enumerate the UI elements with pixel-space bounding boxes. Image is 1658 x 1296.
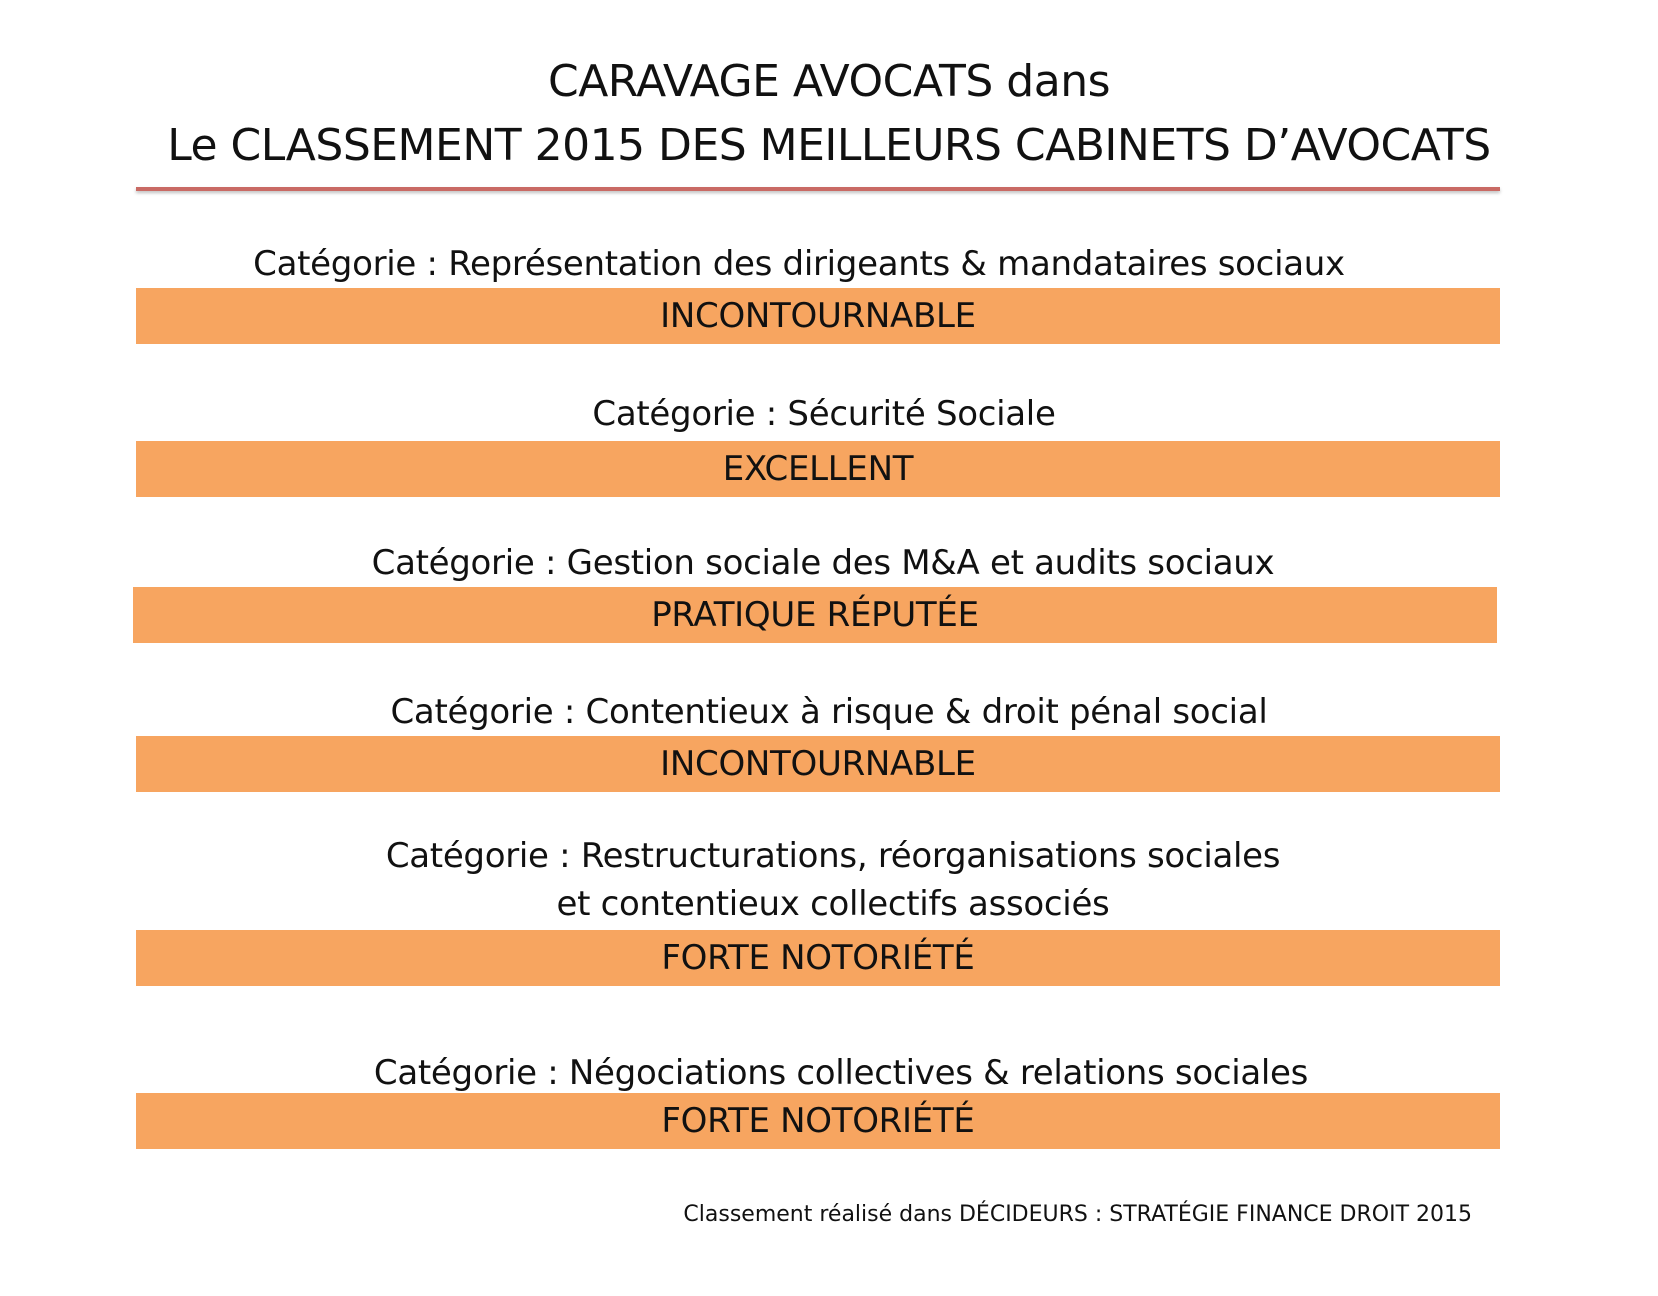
rating-text-gestion-sociale: PRATIQUE RÉPUTÉE [651,595,979,635]
rating-band-restructurations [136,930,1500,986]
rating-band-negociations [136,1093,1500,1149]
title-underline-divider [136,187,1500,191]
rating-text-negociations: FORTE NOTORIÉTÉ [661,1101,975,1141]
category-label-restructurations-line-2: et contentieux collectifs associés [556,884,1110,924]
page-title-line-2: Le CLASSEMENT 2015 DES MEILLEURS CABINETS D’AVOCATS [167,120,1491,171]
rating-text-restructurations: FORTE NOTORIÉTÉ [661,938,975,978]
rating-text-securite-sociale: EXCELLENT [722,449,914,489]
rating-text-contentieux-risque: INCONTOURNABLE [660,744,976,784]
category-label-gestion-sociale: Catégorie : Gestion sociale des M&A et audits sociaux [371,543,1275,583]
category-label-dirigeants: Catégorie : Représentation des dirigeants & mandataires sociaux [253,244,1345,284]
rating-band-dirigeants [136,288,1500,344]
category-label-securite-sociale: Catégorie : Sécurité Sociale [592,394,1056,434]
page-title-line-1: CARAVAGE AVOCATS dans [547,56,1111,107]
rating-text-dirigeants: INCONTOURNABLE [660,296,976,336]
category-label-negociations: Catégorie : Négociations collectives & relations sociales [373,1053,1309,1093]
category-label-contentieux-risque: Catégorie : Contentieux à risque & droit pénal social [390,692,1268,732]
rating-band-gestion-sociale [133,587,1497,643]
source-footnote: Classement réalisé dans DÉCIDEURS : STRATÉGIE FINANCE DROIT 2015 [683,1202,1472,1227]
category-label-restructurations-line-1: Catégorie : Restructurations, réorganisations sociales [385,836,1281,876]
rating-band-contentieux-risque [136,736,1500,792]
rating-band-securite-sociale [136,441,1500,497]
